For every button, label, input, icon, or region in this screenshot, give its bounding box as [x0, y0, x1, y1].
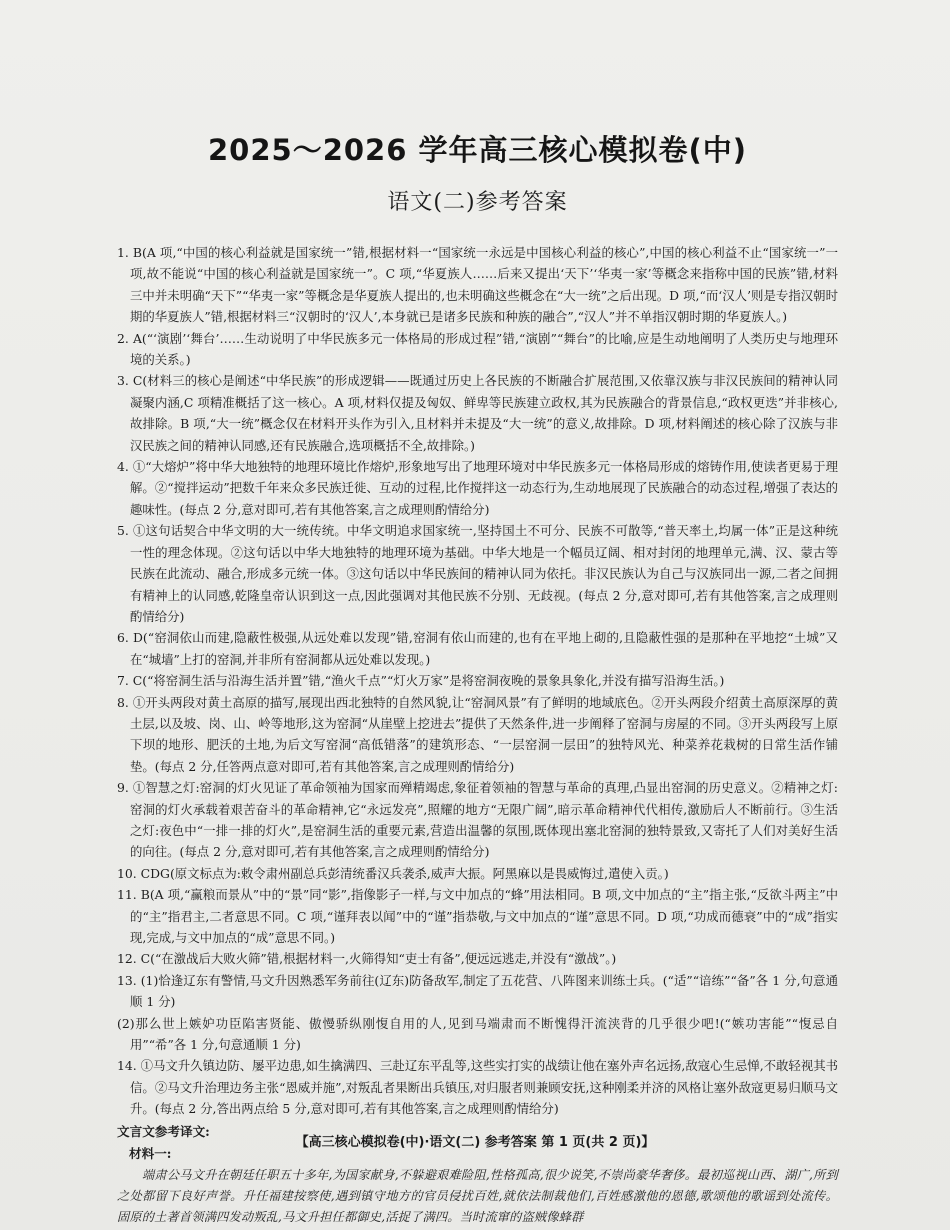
answer-9: 9. ①智慧之灯:窑洞的灯火见证了革命领袖为国家而殚精竭虑,象征着领袖的智慧与革命的真理,凸显出窑洞的历史意义。②精神之灯:窑洞的灯火承载着艰苦奋斗的革命精神,它“永远发亮”,照耀的地方“无限广阔”,暗示革命精神代代相传,激励后人不断前行。③生活之灯:夜色中“一排一排的灯火”,是窑洞生活的重要元素,营造出温馨的氛围,既体现出塞北窑洞的独特景致,又寄托了人们对美好生活的向往。(每点 2 分,意对即可,若有其他答案,言之成理则酌情给分): [117, 780, 838, 860]
answer-2: 2. A(“‘演剧’‘舞台’……生动说明了中华民族多元一体格局的形成过程”错,“演剧”“舞台”的比喻,应是生动地阐明了人类历史与地理环境的关系。): [117, 330, 838, 368]
answer-11: 11. B(A 项,“赢粮而景从”中的“景”同“影”,指像影子一样,与文中加点的“蜂”用法相同。B 项,文中加点的“主”指主张,“反欲斗两主”中的“主”指君主,二者意思不同。C 项,“谨拜表以闻”中的“谨”指恭敬,与文中加点的“谨”意思不同。D 项,“功成而德衰”中的“成”指实现,完成,与文中加点的“成”意思不同。): [117, 887, 838, 945]
answer-list: [117, 242, 838, 1120]
answer-7: 7. C(“将窑洞生活与沿海生活并置”错,“渔火千点”“灯火万家”是将窑洞夜晚的景象具象化,并没有描写沿海生活。): [117, 673, 725, 689]
answer-3: 3. C(材料三的核心是阐述“中华民族”的形成逻辑——既通过历史上各民族的不断融合扩展范围,又依靠汉族与非汉民族间的精神认同凝聚内涵,C 项精准概括了这一核心。A 项,材料仅提及匈奴、鲜卑等民族建立政权,其为民族融合的背景信息,“政权更迭”并非核心,故排除。B 项,“大一统”概念仅在材料开头作为引入,且材料并未提及“大一统”的意义,故排除。D 项,材料阐述的核心除了汉族与非汉民族之间的精神认同感,还有民族融合,选项概括不全,故排除。): [117, 373, 838, 453]
page-footer: 【高三核心模拟卷(中)·语文(二) 参考答案 第 1 页(共 2 页)】: [295, 1135, 655, 1150]
answer-1: 1. B(A 项,“中国的核心利益就是国家统一”错,根据材料一“国家统一永远是中国核心利益的核心”,中国的核心利益不止“国家统一”一项,故不能说“中国的核心利益就是国家统一”。C 项,“华夏族人……后来又提出‘天下’‘华夷一家’等概念来指称中国的民族”错,材料三中并未明确“天下”“华夷一家”等概念是华夏族人提出的,也未明确这些概念在“大一统”之后出现。D 项,“而‘汉人’则是专指汉朝时期的华夏族人”错,根据材料三“汉朝时的‘汉人’,本身就已是诸多民族和种族的融合”,“汉人”并不单指汉朝时期的华夏族人。): [117, 245, 838, 325]
page-title: 2025～2026 学年高三核心模拟卷(中): [207, 133, 748, 167]
answer-14: 14. ①马文升久镇边防、屡平边患,如生擒满四、三赴辽东平乱等,这些实打实的战绩让他在塞外声名远扬,敌寇心生忌惮,不敢轻视其书信。②马文升治理边务主张“恩威并施”,对叛乱者果断出兵镇压,对归服者则兼顾安抚,这种刚柔并济的风格让塞外敌寇更易归顺马文升。(每点 2 分,答出两点给 5 分,意对即可,若有其他答案,言之成理则酌情给分): [117, 1058, 838, 1117]
translation-title: 文言文参考译文:: [117, 1123, 210, 1139]
answer-12: 12. C(“在激战后大败火筛”错,根据材料一,火筛得知“吏士有备”,便远远逃走,并没有“激战”。): [117, 951, 617, 967]
answer-10: 10. CDG(原文标点为:敕令肃州副总兵彭清统番汉兵袭杀,威声大振。阿黑麻以是畏威悔过,遣使入贡。): [117, 865, 669, 881]
page-subtitle: 语文(二)参考答案: [387, 190, 568, 215]
translation-material-label: 材料一:: [129, 1145, 172, 1161]
answer-4: 4. ①“大熔炉”将中华大地独特的地理环境比作熔炉,形象地写出了地理环境对中华民族多元一体格局形成的熔铸作用,使读者更易于理解。②“搅拌运动”把数千年来众多民族迁徙、互动的过程,比作搅拌这一动态行为,生动地展现了民族融合的动态过程,增强了表达的趣味性。(每点 2 分,意对即可,若有其他答案,言之成理则酌情给分): [117, 459, 838, 517]
answer-13-1: 13. (1)恰逢辽东有警情,马文升因熟悉军务前往(辽东)防备敌军,制定了五花营、八阵图来训练士兵。(“适”“谙练”“备”各 1 分,句意通顺 1 分): [117, 972, 838, 1010]
answer-13-2: (2)那么世上嫉妒功臣陷害贤能、傲慢骄纵刚愎自用的人,见到马端肃而不断愧得汗流浃背的几乎很少吧!(“嫉功害能”“愎忌自用”“希”各 1 分,句意通顺 1 分): [117, 1015, 838, 1053]
answer-5: 5. ①这句话契合中华文明的大一统传统。中华文明追求国家统一,坚持国土不可分、民族不可散等,“普天率土,均属一体”正是这种统一性的理念体现。②这句话以中华大地独特的地理环境为基础。中华大地是一个幅员辽阔、相对封闭的地理单元,满、汉、蒙古等民族在此流动、融合,形成多元统一体。③这句话以中华民族间的精神认同为依托。非汉民族认为自己与汉族同出一源,二者之间拥有精神上的认同感,乾隆皇帝认识到这一点,因此强调对其他民族不分别、无歧视。(每点 2 分,意对即可,若有其他答案,言之成理则酌情给分): [117, 523, 838, 624]
answer-6: 6. D(“窑洞依山而建,隐蔽性极强,从远处难以发现”错,窑洞有依山而建的,也有在平地上砌的,且隐蔽性强的是那种在平地挖“土城”又在“城墙”上打的窑洞,并非所有窑洞都从远处难以发现。): [117, 630, 838, 667]
translation-text: 端肃公马文升在朝廷任职五十多年,为国家献身,不躲避艰难险阻,性格孤高,很少说笑,不崇尚豪华奢侈。最初巡视山西、湖广,所到之处都留下良好声誉。升任福建按察使,遇到镇守地方的官员侵扰百姓,就依法制裁他们,百姓感激他的恩德,歌颂他的歌谣到处流传。固原的土著首领满四发动叛乱,马文升担任都御史,活捉了满四。当时流窜的盗贼像蜂群: [117, 1167, 838, 1224]
answer-8: 8. ①开头两段对黄土高原的描写,展现出西北独特的自然风貌,让“窑洞风景”有了鲜明的地域底色。②开头两段介绍黄土高原深厚的黄土层,以及坡、岗、山、岭等地形,这为窑洞“从崖壁上挖进去”提供了天然条件,进一步阐释了窑洞与房屋的不同。③开头两段写上原下坝的地形、肥沃的土地,为后文写窑洞“高低错落”的建筑形态、“一层窑洞一层田”的独特风光、种菜养花栽树的日常生活作铺垫。(每点 2 分,任答两点意对即可,若有其他答案,言之成理则酌情给分): [117, 694, 838, 774]
